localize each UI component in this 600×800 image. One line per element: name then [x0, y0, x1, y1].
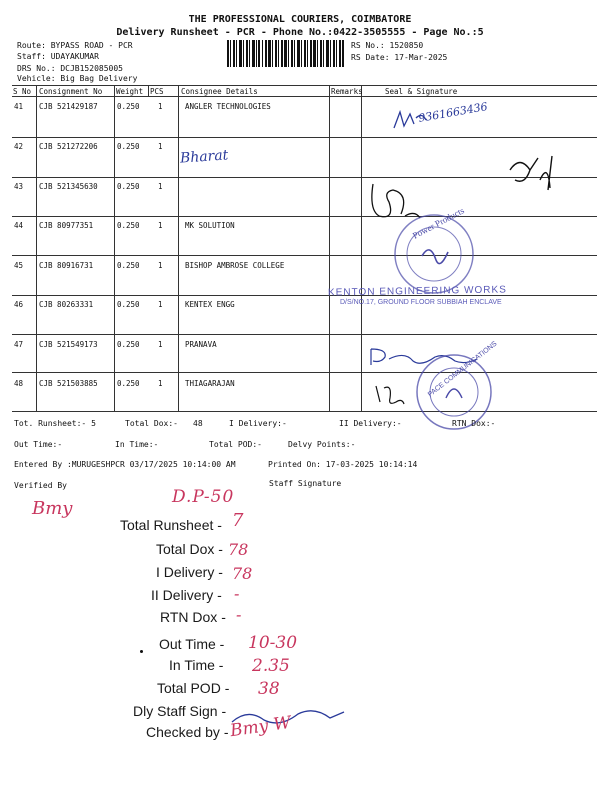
row-consignee: ANGLER TECHNOLOGIES	[185, 102, 271, 111]
staff-signature-label: Staff Signature	[269, 479, 342, 488]
row-consignee: MK SOLUTION	[185, 221, 235, 230]
row-pcs: 1	[158, 102, 163, 111]
row-pcs: 1	[158, 182, 163, 191]
row-consignment: CJB 521429187	[39, 102, 98, 111]
row-consignee: BISHOP AMBROSE COLLEGE	[185, 261, 285, 270]
entered-by: Entered By :MURUGESHPCR 03/17/2025 10:14:00 AM	[14, 460, 236, 469]
hw-total-dox-label: Total Dox -	[156, 541, 223, 557]
col-consignment: Consignment No	[39, 87, 103, 96]
row-sno: 46	[14, 300, 24, 309]
col-consignee: Consignee Details	[181, 87, 258, 96]
hw-total-runsheet-label: Total Runsheet -	[120, 517, 222, 533]
row-consignee: KENTEX ENGG	[185, 300, 235, 309]
rs-number: RS No.: 1520850	[351, 41, 424, 50]
printed-on: Printed On: 17-03-2025 10:14:14	[268, 460, 418, 469]
row-consignment: CJB 80977351	[39, 221, 94, 230]
handwritten-row42-note: Bharat	[179, 147, 229, 167]
ii-delivery-label: II Delivery:-	[339, 419, 402, 428]
hw-in-time-label: In Time -	[169, 657, 224, 673]
drs-number: DRS No.: DCJB152085005	[17, 64, 123, 73]
hw-ii-delivery-label: II Delivery -	[151, 587, 222, 603]
row-sno: 41	[14, 102, 24, 111]
handwritten-phone: 9361663436	[417, 100, 489, 125]
signature-row42	[500, 150, 560, 195]
col-pcs: PCS	[150, 87, 164, 96]
row-sno: 43	[14, 182, 24, 191]
row-consignment: CJB 521345630	[39, 182, 98, 191]
hw-total-pod-label: Total POD -	[157, 680, 230, 696]
rs-date: RS Date: 17-Mar-2025	[351, 53, 448, 62]
row-weight: 0.250	[117, 300, 140, 309]
signature-row41	[390, 108, 430, 132]
handwritten-dp: D.P-50	[172, 487, 235, 507]
power-products-text: Power Products	[410, 205, 466, 241]
col-weight: Weight	[116, 87, 144, 96]
hw-i-delivery-label: I Delivery -	[156, 564, 223, 580]
total-dox-value: 48	[193, 419, 203, 428]
out-time-label: Out Time:-	[14, 440, 63, 449]
row-weight: 0.250	[117, 261, 140, 270]
col-remarks: Remarks	[331, 87, 363, 96]
hw-out-time-label: Out Time -	[159, 636, 225, 652]
row-weight: 0.250	[117, 340, 140, 349]
hw-total-runsheet-value: 7	[232, 510, 244, 531]
staff-label: Staff: UDAYAKUMAR	[17, 52, 99, 61]
power-products-stamp	[392, 205, 476, 296]
total-dox-label: Total Dox:-	[125, 419, 178, 428]
row-consignment: CJB 521549173	[39, 340, 98, 349]
row-pcs: 1	[158, 221, 163, 230]
verified-initials: Bmy	[32, 498, 73, 519]
signature-row48	[370, 380, 410, 408]
route-label: Route: BYPASS ROAD - PCR	[17, 41, 133, 50]
hw-i-delivery-value: 78	[232, 564, 253, 583]
ink-dot	[140, 650, 143, 653]
hw-checked-by-value: Bmy W	[228, 712, 293, 742]
hw-total-pod-value: 38	[258, 679, 280, 699]
pace-stamp-text: PACE COMMUNICATIONS	[426, 340, 499, 399]
vehicle-label: Vehicle: Big Bag Delivery	[17, 74, 138, 83]
hw-checked-by-label: Checked by -	[146, 724, 229, 740]
kenton-stamp-address: D/S/NO.17, GROUND FLOOR SUBBIAH ENCLAVE	[340, 299, 502, 306]
i-delivery-label: I Delivery:-	[229, 419, 287, 428]
row-sno: 47	[14, 340, 24, 349]
row-pcs: 1	[158, 340, 163, 349]
row-weight: 0.250	[117, 182, 140, 191]
row-pcs: 1	[158, 142, 163, 151]
runsheet-subtitle: Delivery Runsheet - PCR - Phone No.:0422-3505555 - Page No.:5	[116, 27, 484, 38]
row-weight: 0.250	[117, 142, 140, 151]
total-pod-label: Total POD:-	[209, 440, 262, 449]
hw-total-dox-value: 78	[228, 540, 249, 559]
rtn-dox-label: RTN Dox:-	[452, 419, 496, 428]
company-title: THE PROFESSIONAL COURIERS, COIMBATORE	[188, 14, 412, 25]
row-pcs: 1	[158, 261, 163, 270]
row-sno: 48	[14, 379, 24, 388]
barcode	[227, 40, 344, 67]
hw-rtn-dox-label: RTN Dox -	[160, 609, 226, 625]
row-consignment: CJB 521503885	[39, 379, 98, 388]
row-weight: 0.250	[117, 379, 140, 388]
row-pcs: 1	[158, 300, 163, 309]
in-time-label: In Time:-	[115, 440, 159, 449]
row-pcs: 1	[158, 379, 163, 388]
row-consignee: THIAGARAJAN	[185, 379, 235, 388]
hw-staff-sign-label: Dly Staff Sign -	[133, 703, 227, 719]
hw-out-time-value: 10-30	[248, 633, 298, 653]
col-sno: S No	[13, 87, 32, 96]
row-consignment: CJB 521272206	[39, 142, 98, 151]
kenton-stamp-title: KENTON ENGINEERING WORKS	[327, 284, 507, 299]
hw-ii-delivery-value: -	[234, 584, 240, 603]
hw-in-time-value: 2.35	[252, 656, 290, 676]
verified-by-label: Verified By	[14, 481, 67, 490]
col-seal-signature: Seal & Signature	[385, 87, 458, 96]
delvy-points-label: Delvy Points:-	[288, 440, 356, 449]
row-consignee: PRANAVA	[185, 340, 217, 349]
tot-runsheet: Tot. Runsheet:- 5	[14, 419, 96, 428]
hw-rtn-dox-value: -	[236, 605, 242, 624]
row-consignment: CJB 80916731	[39, 261, 94, 270]
row-consignment: CJB 80263331	[39, 300, 94, 309]
row-sno: 42	[14, 142, 24, 151]
row-weight: 0.250	[117, 221, 140, 230]
row-sno: 45	[14, 261, 24, 270]
row-weight: 0.250	[117, 102, 140, 111]
row-sno: 44	[14, 221, 24, 230]
